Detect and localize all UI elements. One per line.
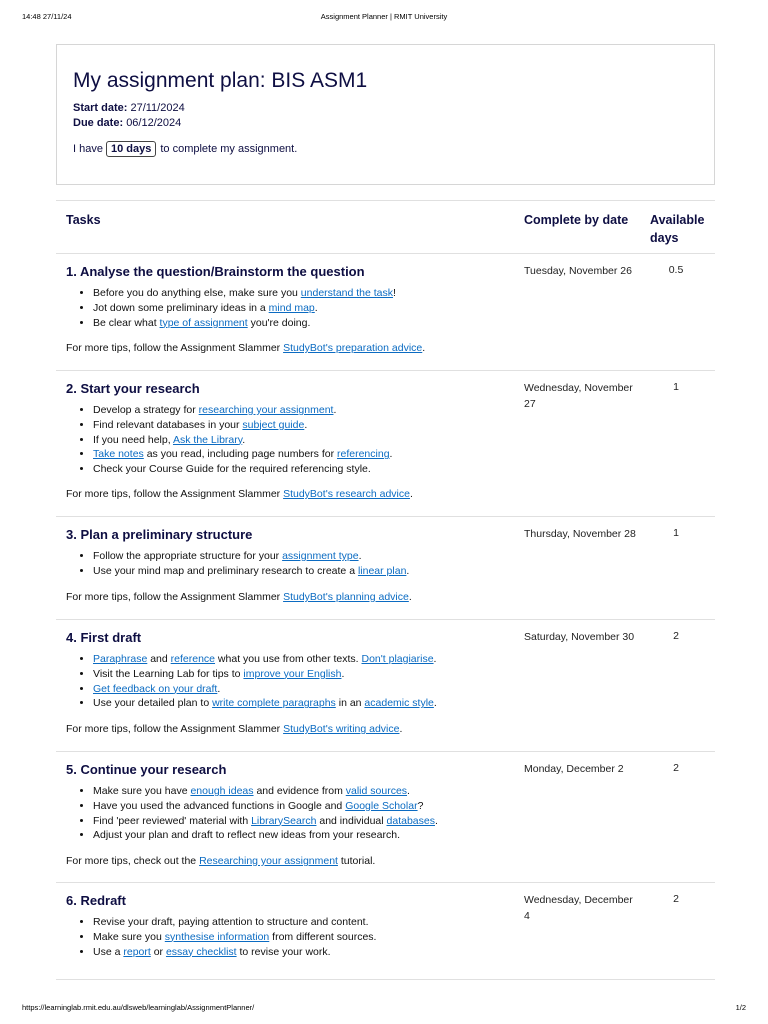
bullet-link[interactable]: understand the task — [300, 287, 394, 299]
bullet-link[interactable]: Don't plagiarise — [361, 653, 434, 665]
tips-text: For more tips, check out the — [66, 855, 200, 867]
bullet-link[interactable]: assignment type — [282, 550, 359, 562]
tips-text: For more tips, follow the Assignment Slammer — [66, 723, 284, 735]
bullet-link[interactable]: Take notes — [93, 448, 144, 461]
task-title: 2. Start your research — [66, 381, 200, 396]
bullet-text: ? — [417, 799, 424, 812]
bullet-text: . — [389, 448, 393, 461]
tips-text: . — [422, 342, 426, 354]
bullet-link[interactable]: linear plan — [357, 564, 407, 577]
bullet-link[interactable]: enough ideas — [190, 785, 254, 797]
bullet-text: Jot down some preliminary ideas in a — [93, 301, 269, 314]
task-bullet — [93, 301, 396, 316]
bullet-link[interactable]: improve your English — [243, 667, 342, 680]
bullet-text: . — [242, 433, 246, 446]
plan-summary-card — [56, 44, 715, 185]
task-bullet — [93, 403, 392, 418]
task-table-header — [56, 200, 715, 254]
bullet-text: Follow the appropriate structure for your — [93, 550, 283, 562]
bullet-text: Use your detailed plan to — [93, 697, 213, 710]
tips-link[interactable]: StudyBot's planning advice — [283, 591, 409, 603]
page-title: My assignment plan: BIS ASM1 — [73, 69, 368, 92]
task-row — [56, 371, 715, 517]
task-available-days: 1 — [673, 381, 679, 393]
bullet-text: or — [150, 945, 166, 958]
bullet-text: . — [217, 682, 221, 695]
bullet-link[interactable]: researching your assignment — [198, 404, 334, 416]
task-table — [56, 200, 715, 980]
bullet-link[interactable]: academic style — [364, 697, 434, 710]
task-complete-by-date: Wednesday, November 27 — [524, 382, 633, 410]
task-tips — [66, 488, 413, 500]
task-tips — [66, 591, 412, 603]
bullet-text: . — [333, 404, 337, 416]
due-date-line — [73, 117, 181, 129]
task-bullet — [93, 447, 392, 462]
bullet-link[interactable]: reference — [170, 653, 216, 665]
task-bullet — [93, 799, 438, 814]
bullet-text: Find 'peer reviewed' material with — [93, 814, 252, 827]
bullet-text: to revise your work. — [236, 945, 331, 958]
bullet-text: Be clear what — [93, 316, 160, 329]
bullet-link[interactable]: essay checklist — [165, 945, 237, 958]
bullet-text: ! — [393, 287, 396, 299]
bullet-text: Have you used the advanced functions in Google and — [93, 799, 346, 812]
start-date-line — [73, 102, 185, 114]
task-title: 6. Redraft — [66, 893, 126, 908]
days-available-line — [73, 141, 297, 157]
task-bullet — [93, 784, 438, 799]
bullet-link[interactable]: databases — [386, 814, 435, 827]
bullet-link[interactable]: subject guide — [242, 418, 305, 431]
tips-link[interactable]: StudyBot's research advice — [283, 488, 410, 500]
print-page-title: Assignment Planner | RMIT University — [320, 12, 448, 21]
bullet-text: Check your Course Guide for the required referencing style. — [93, 463, 371, 476]
bullet-text: and evidence from — [253, 785, 346, 797]
bullet-link[interactable]: synthesise information — [164, 930, 270, 943]
bullet-link[interactable]: Google Scholar — [345, 799, 418, 812]
due-date-label: Due date: — [73, 117, 124, 129]
tips-link[interactable]: Researching your assignment — [199, 855, 338, 867]
bullet-text: . — [314, 301, 318, 314]
print-header — [0, 12, 768, 24]
bullet-text: Make sure you — [93, 930, 165, 943]
bullet-text: Find relevant databases in your — [93, 418, 243, 431]
bullet-text: Visit the Learning Lab for tips to — [93, 667, 244, 680]
task-bullet-list — [93, 403, 392, 477]
task-bullet — [93, 667, 437, 682]
header-available-days: Available days — [650, 213, 705, 245]
task-bullet — [93, 286, 396, 301]
task-available-days: 2 — [673, 762, 679, 774]
task-tips — [66, 723, 402, 735]
bullet-link[interactable]: Paraphrase — [93, 653, 148, 665]
bullet-text: . — [358, 550, 362, 562]
task-bullet — [93, 652, 437, 667]
tips-text: For more tips, follow the Assignment Slammer — [66, 591, 284, 603]
task-bullet — [93, 930, 376, 945]
task-available-days: 2 — [673, 893, 679, 905]
task-title: 3. Plan a preliminary structure — [66, 527, 253, 542]
tips-text: . — [409, 488, 413, 500]
bullet-link[interactable]: referencing — [337, 448, 390, 461]
bullet-text: as you read, including page numbers for — [143, 448, 337, 461]
task-bullet — [93, 549, 409, 564]
tips-link[interactable]: StudyBot's preparation advice — [283, 342, 423, 354]
task-row — [56, 752, 715, 883]
task-row — [56, 620, 715, 752]
task-complete-by-date: Thursday, November 28 — [524, 528, 636, 540]
task-title: 5. Continue your research — [66, 762, 227, 777]
print-timestamp: 14:48 27/11/24 — [22, 12, 72, 21]
bullet-link[interactable]: Ask the Library — [172, 433, 243, 446]
task-bullet-list — [93, 915, 376, 959]
bullet-text: . — [406, 564, 410, 577]
task-table-body — [56, 254, 715, 980]
days-prefix: I have — [73, 143, 103, 155]
task-bullet-list — [93, 784, 438, 843]
task-bullet-list — [93, 549, 409, 579]
task-complete-by-date: Saturday, November 30 — [524, 631, 635, 643]
bullet-link[interactable]: Get feedback on your draft — [93, 682, 218, 695]
days-suffix: to complete my assignment. — [160, 143, 298, 155]
bullet-text: Adjust your plan and draft to reflect new ideas from your research. — [93, 829, 400, 842]
tips-text: For more tips, follow the Assignment Slammer — [66, 488, 284, 500]
bullet-text: Make sure you have — [93, 785, 191, 797]
tips-text: For more tips, follow the Assignment Slammer — [66, 342, 284, 354]
task-available-days: 1 — [673, 527, 679, 539]
bullet-text: what you use from other texts. — [215, 653, 362, 665]
bullet-text: Use a — [93, 945, 124, 958]
task-complete-by-date: Monday, December 2 — [524, 763, 624, 775]
bullet-text: . — [433, 653, 437, 665]
tips-link[interactable]: StudyBot's writing advice — [283, 723, 400, 735]
task-bullet — [93, 814, 438, 829]
tips-text: tutorial. — [337, 855, 376, 867]
bullet-link[interactable]: valid sources — [345, 785, 408, 797]
task-title: 4. First draft — [66, 630, 142, 645]
bullet-text: . — [407, 785, 410, 797]
task-bullet — [93, 828, 438, 843]
task-bullet — [93, 418, 392, 433]
bullet-text: If you need help, — [93, 433, 173, 446]
task-row — [56, 517, 715, 620]
bullet-link[interactable]: mind map — [268, 301, 315, 314]
task-bullet — [93, 433, 392, 448]
header-complete-by-date: Complete by date — [524, 213, 629, 227]
bullet-text: in an — [335, 697, 365, 710]
bullet-text: . — [341, 667, 345, 680]
task-row — [56, 254, 715, 371]
bullet-link[interactable]: write complete paragraphs — [212, 697, 336, 710]
start-date-value: 27/11/2024 — [130, 102, 185, 114]
bullet-text: . — [433, 697, 437, 710]
task-bullet — [93, 682, 437, 697]
task-tips — [66, 342, 425, 354]
task-available-days: 0.5 — [668, 264, 684, 276]
bullet-text: you're doing. — [247, 316, 311, 329]
header-tasks: Tasks — [66, 213, 101, 227]
bullet-text: Develop a strategy for — [93, 404, 199, 416]
tips-text: . — [408, 591, 412, 603]
task-tips — [66, 855, 375, 867]
due-date-value: 06/12/2024 — [126, 117, 182, 129]
task-complete-by-date: Tuesday, November 26 — [524, 265, 632, 277]
bullet-text: . — [304, 418, 308, 431]
bullet-text: Before you do anything else, make sure you — [93, 287, 301, 299]
bullet-link[interactable]: type of assignment — [159, 316, 248, 329]
task-title: 1. Analyse the question/Brainstorm the question — [66, 264, 365, 279]
task-bullet — [93, 462, 392, 477]
bullet-text: from different sources. — [269, 930, 377, 943]
task-bullet-list — [93, 286, 396, 330]
bullet-text: and individual — [316, 814, 387, 827]
bullet-text: Use your mind map and preliminary research to create a — [93, 564, 358, 577]
task-bullet-list — [93, 652, 437, 711]
bullet-text: and — [147, 653, 171, 665]
task-available-days: 2 — [673, 630, 679, 642]
bullet-text: Revise your draft, paying attention to structure and content. — [93, 916, 369, 928]
task-row — [56, 883, 715, 980]
start-date-label: Start date: — [73, 102, 128, 114]
print-page-number: 1/2 — [735, 1003, 746, 1012]
tips-text: . — [399, 723, 403, 735]
task-bullet — [93, 316, 396, 331]
days-count-badge: 10 days — [106, 141, 156, 157]
task-bullet — [93, 915, 376, 930]
bullet-link[interactable]: report — [123, 945, 151, 958]
bullet-link[interactable]: LibrarySearch — [251, 814, 317, 827]
task-bullet — [93, 945, 376, 960]
bullet-text: . — [434, 814, 438, 827]
task-bullet — [93, 696, 437, 711]
task-bullet — [93, 564, 409, 579]
task-complete-by-date: Wednesday, December 4 — [524, 894, 633, 922]
print-url: https://learninglab.rmit.edu.au/dlsweb/learninglab/AssignmentPlanner/ — [22, 1003, 255, 1012]
